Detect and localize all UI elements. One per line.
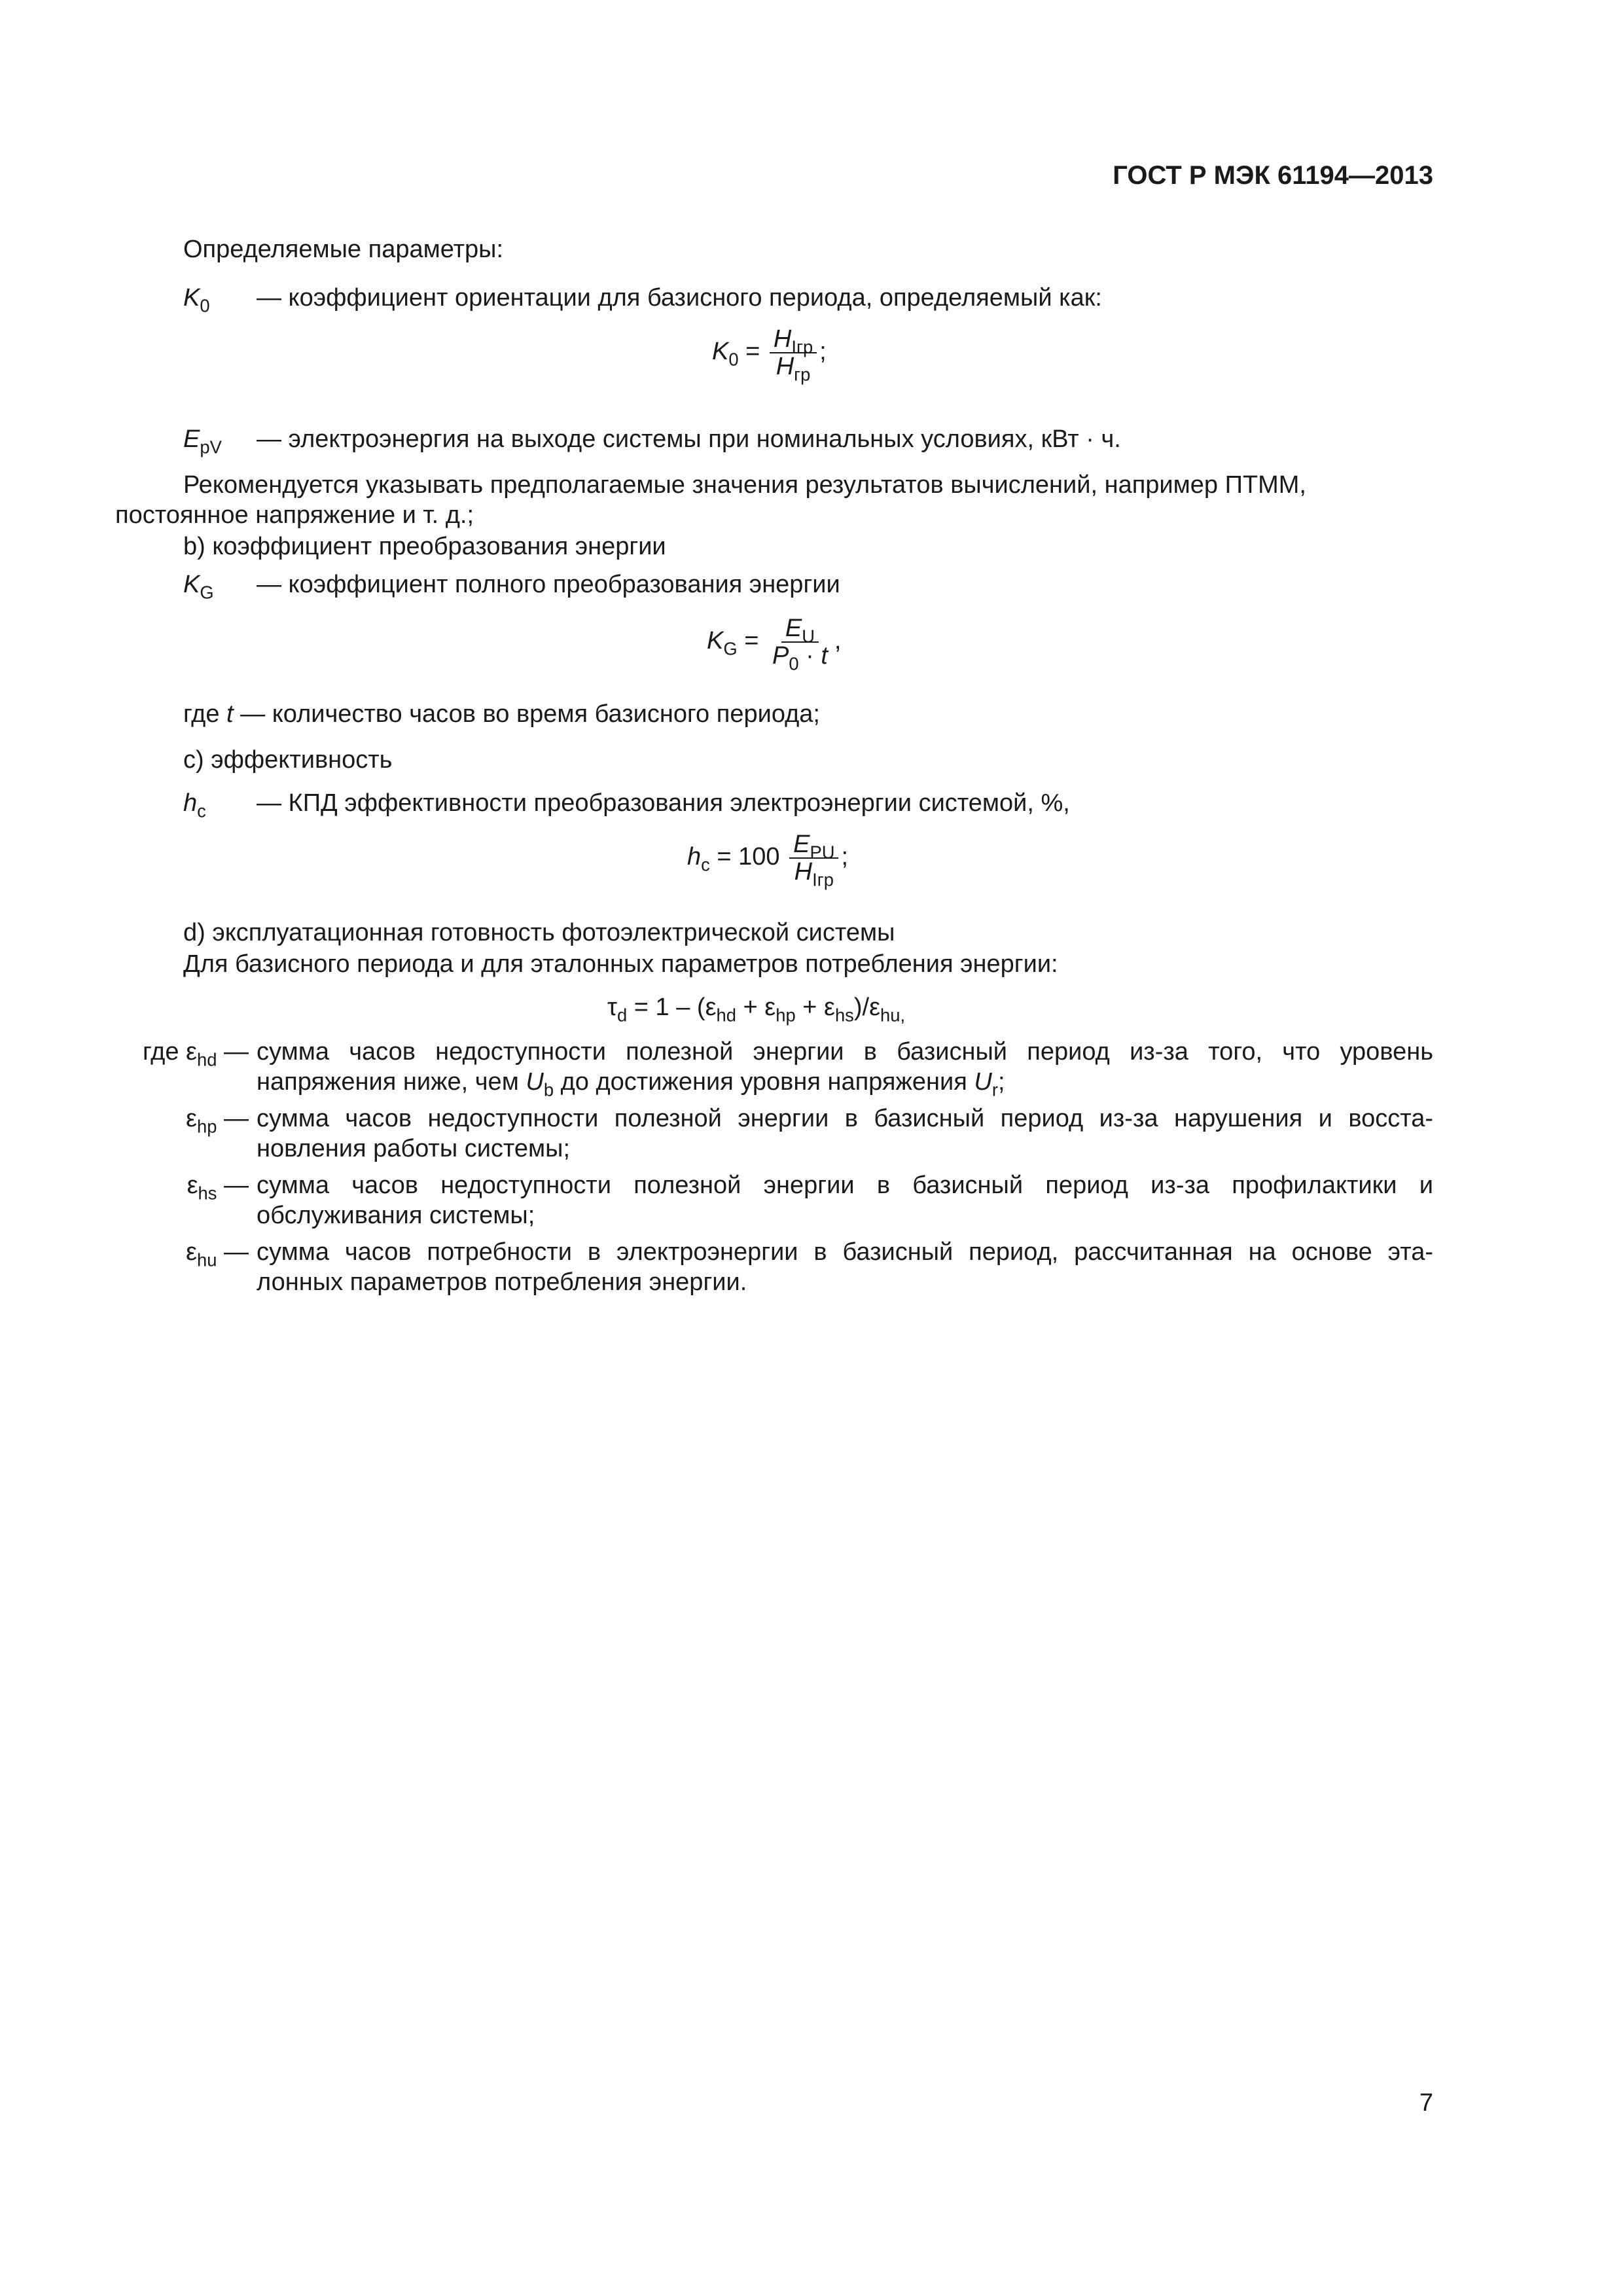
epv-symbol: $E_{pV}$ xyxy=(183,425,222,457)
where-t-line: где t — количество часов во время базисного периода; xyxy=(183,700,820,728)
k0-fraction: $\frac{H_{Iгр}}{H_{гр}}$ xyxy=(770,326,817,380)
basis-line: Для базисного периода и для эталонных параметров потребления энергии: xyxy=(183,950,1058,978)
hc-symbol: $h_c$ xyxy=(183,789,206,821)
kg-symbol: $K_G$ xyxy=(183,571,214,603)
kg-formula: $K_G$ = $\frac{E_U}{P_0 \cdot t}$ , xyxy=(707,615,842,674)
eps-hp-label: $\varepsilon_{hp}$ — xyxy=(186,1105,249,1137)
tau-formula: $\tau_d = 1 - (\varepsilon_{hd} + \varepsilon_{hp} + \varepsilon_{hs})/\varepsilon_{hu,}$ xyxy=(607,994,906,1026)
eps-hd-line-2: напряжения ниже, чем $U_b$ до достижения уровня напряжения $U_r$; xyxy=(257,1068,1005,1100)
k0-formula: $K_0$ = $\frac{H_{Iгр}}{H_{гр}}$ ; xyxy=(712,325,827,385)
eps-hs-line-1: сумма часов недоступности полезной энергии в базисный период из-за профилактики и xyxy=(257,1172,1433,1199)
intro-text: Определяемые параметры: xyxy=(183,236,504,263)
item-d: d) эксплуатационная готовность фотоэлектрической системы xyxy=(183,919,895,946)
kg-fraction: $\frac{E_U}{P_0 \cdot t}$ xyxy=(772,615,828,674)
k0-symbol: $K_0$ xyxy=(183,284,210,316)
eps-hs-label: $\varepsilon_{hs}$ — xyxy=(187,1172,249,1204)
recommend-line-1: Рекомендуется указывать предполагаемые значения результатов вычислений, например ПТММ, xyxy=(183,471,1306,499)
kg-definition-text: — коэффициент полного преобразования энергии xyxy=(257,571,840,598)
eps-hd-line-1: сумма часов недоступности полезной энергии в базисный период из-за того, что уровень xyxy=(257,1038,1433,1066)
recommend-line-2: постоянное напряжение и т. д.; xyxy=(115,501,474,529)
eps-hp-line-1: сумма часов недоступности полезной энергии в базисный период из-за нарушения и восста- xyxy=(257,1105,1433,1132)
eps-hp-line-2: новления работы системы; xyxy=(257,1135,571,1162)
page-number: 7 xyxy=(1419,2089,1433,2117)
item-b: b) коэффициент преобразования энергии xyxy=(183,533,666,560)
document-id: ГОСТ Р МЭК 61194—2013 xyxy=(1113,161,1433,190)
eps-hs-line-2: обслуживания системы; xyxy=(257,1202,535,1229)
epv-definition-text: — электроэнергия на выходе системы при номинальных условиях, кВт · ч. xyxy=(257,425,1121,453)
hc-formula: $h_c = 100$ $\frac{E_{PU}}{H_{Iгр}}$ ; xyxy=(687,831,849,890)
eps-hu-line-1: сумма часов потребности в электроэнергии в базисный период, рассчитанная на основе эта- xyxy=(257,1238,1433,1266)
eps-hd-label: где $\varepsilon_{hd}$ — xyxy=(143,1038,249,1070)
hc-definition-text: — КПД эффективности преобразования электроэнергии системой, %, xyxy=(257,789,1070,817)
item-c: c) эффективность xyxy=(183,746,393,774)
eps-hu-label: $\varepsilon_{hu}$ — xyxy=(186,1238,249,1270)
k0-definition-text: — коэффициент ориентации для базисного периода, определяемый как: xyxy=(257,284,1102,312)
hc-fraction: $\frac{E_{PU}}{H_{Iгр}}$ xyxy=(789,831,838,885)
eps-hu-line-2: лонных параметров потребления энергии. xyxy=(257,1268,747,1296)
